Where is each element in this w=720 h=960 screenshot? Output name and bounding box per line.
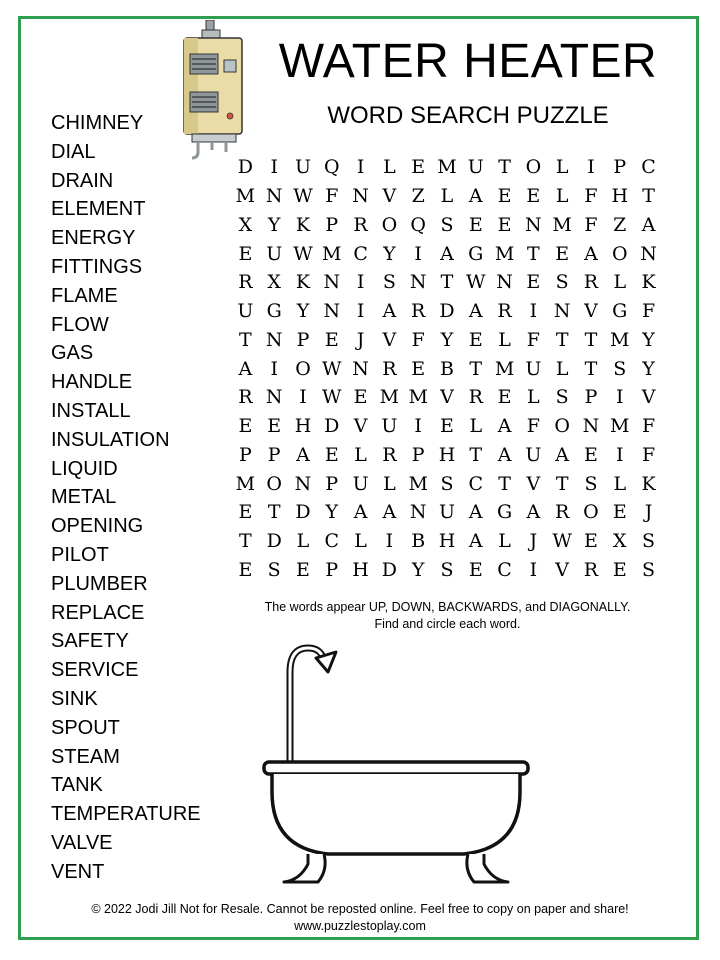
- word-list-item: LIQUID: [51, 457, 118, 480]
- grid-cell[interactable]: A: [468, 530, 483, 553]
- word-list-item: SINK: [51, 687, 98, 710]
- grid-cell[interactable]: C: [497, 558, 512, 581]
- grid-cell[interactable]: V: [382, 185, 397, 208]
- grid-cell[interactable]: R: [382, 357, 397, 380]
- grid-cell[interactable]: L: [469, 415, 483, 438]
- word-list-item: DRAIN: [51, 169, 114, 192]
- word-list-item: ELEMENT: [51, 198, 146, 221]
- grid-cell[interactable]: T: [469, 357, 483, 380]
- grid-row: [231, 527, 663, 556]
- grid-cell[interactable]: U: [352, 472, 369, 495]
- grid-cell[interactable]: O: [611, 242, 628, 265]
- grid-cell[interactable]: Y: [411, 558, 425, 581]
- grid-cell[interactable]: R: [353, 213, 368, 236]
- grid-cell[interactable]: I: [385, 530, 394, 553]
- grid-cell[interactable]: X: [612, 530, 627, 553]
- grid-cell[interactable]: A: [382, 501, 397, 524]
- grid-cell[interactable]: N: [496, 271, 513, 294]
- grid-cell[interactable]: M: [610, 415, 630, 438]
- grid-cell[interactable]: I: [299, 386, 307, 409]
- grid-cell[interactable]: S: [440, 213, 454, 236]
- grid-cell[interactable]: A: [584, 242, 598, 265]
- word-list-item: HANDLE: [51, 371, 133, 394]
- grid-cell[interactable]: H: [611, 185, 629, 208]
- grid-cell[interactable]: C: [468, 472, 484, 495]
- grid-cell[interactable]: N: [553, 300, 571, 323]
- word-list-item: DIAL: [51, 140, 96, 163]
- grid-cell[interactable]: A: [440, 242, 454, 265]
- grid-cell[interactable]: R: [583, 271, 599, 294]
- grid-cell[interactable]: E: [555, 242, 570, 265]
- instructions: [235, 599, 660, 633]
- grid-cell[interactable]: N: [409, 271, 427, 294]
- grid-cell[interactable]: M: [494, 357, 515, 380]
- grid-cell[interactable]: E: [584, 530, 598, 553]
- grid-cell[interactable]: Y: [642, 357, 655, 380]
- grid-cell[interactable]: I: [414, 415, 422, 438]
- grid-cell[interactable]: D: [439, 300, 455, 323]
- grid-cell[interactable]: E: [296, 558, 310, 581]
- grid-cell[interactable]: L: [527, 386, 540, 409]
- grid-cell[interactable]: F: [641, 415, 656, 438]
- grid-cell[interactable]: M: [610, 328, 630, 351]
- grid-cell[interactable]: I: [270, 357, 278, 380]
- grid-cell[interactable]: N: [265, 328, 283, 351]
- grid-cell[interactable]: A: [641, 213, 656, 236]
- grid-cell[interactable]: N: [265, 185, 283, 208]
- grid-cell[interactable]: A: [497, 443, 512, 466]
- letter-grid: [231, 153, 663, 584]
- word-list-item: TANK: [51, 774, 103, 797]
- grid-cell[interactable]: G: [612, 300, 628, 323]
- page-title: WATER HEATER: [278, 35, 658, 88]
- grid-cell[interactable]: T: [642, 185, 655, 208]
- grid-cell[interactable]: T: [498, 156, 511, 179]
- grid-cell[interactable]: K: [641, 271, 656, 294]
- grid-cell[interactable]: P: [325, 472, 339, 495]
- grid-cell[interactable]: T: [469, 443, 483, 466]
- grid-cell[interactable]: L: [296, 530, 310, 553]
- grid-row: [231, 326, 663, 355]
- grid-cell[interactable]: X: [238, 213, 253, 236]
- grid-cell[interactable]: I: [356, 271, 365, 294]
- bathtub-icon: [258, 642, 534, 886]
- grid-cell[interactable]: H: [294, 415, 312, 438]
- grid-cell[interactable]: M: [408, 386, 428, 409]
- word-list-item: FLAME: [51, 284, 118, 307]
- footer: [0, 901, 720, 935]
- grid-row: [231, 153, 663, 182]
- grid-cell[interactable]: R: [238, 386, 253, 409]
- grid-cell[interactable]: M: [494, 242, 515, 265]
- grid-cell[interactable]: H: [352, 558, 369, 581]
- grid-cell[interactable]: T: [239, 328, 252, 351]
- grid-row: [231, 268, 663, 297]
- word-list-item: PLUMBER: [51, 572, 148, 595]
- grid-cell[interactable]: U: [294, 156, 311, 179]
- grid-cell[interactable]: L: [555, 185, 569, 208]
- grid-cell[interactable]: R: [411, 300, 426, 323]
- grid-cell[interactable]: N: [294, 472, 312, 495]
- word-list-item: FITTINGS: [51, 255, 143, 278]
- grid-cell[interactable]: I: [616, 443, 624, 466]
- grid-cell[interactable]: O: [554, 415, 570, 438]
- grid-row: [231, 239, 663, 268]
- grid-cell[interactable]: A: [468, 501, 483, 524]
- word-list-item: CHIMNEY: [51, 112, 144, 134]
- grid-cell[interactable]: S: [382, 271, 396, 294]
- grid-cell[interactable]: D: [237, 156, 254, 179]
- page-subtitle: WORD SEARCH PUZZLE: [327, 102, 609, 129]
- word-list-item: VENT: [51, 860, 105, 883]
- grid-cell[interactable]: O: [295, 357, 311, 380]
- grid-cell[interactable]: S: [440, 558, 454, 581]
- grid-cell[interactable]: P: [584, 386, 598, 409]
- grid-cell[interactable]: I: [356, 300, 365, 323]
- grid-cell[interactable]: M: [408, 472, 428, 495]
- grid-cell[interactable]: L: [555, 357, 569, 380]
- grid-cell[interactable]: W: [293, 185, 313, 208]
- grid-cell[interactable]: G: [266, 300, 282, 323]
- grid-cell[interactable]: V: [526, 472, 541, 495]
- grid-cell[interactable]: S: [440, 472, 454, 495]
- grid-cell[interactable]: S: [555, 386, 569, 409]
- grid-cell[interactable]: J: [529, 530, 538, 553]
- grid-cell[interactable]: M: [552, 213, 572, 236]
- grid-cell[interactable]: R: [583, 558, 599, 581]
- grid-row: [231, 498, 663, 527]
- grid-cell[interactable]: M: [235, 472, 256, 495]
- grid-cell[interactable]: N: [525, 213, 542, 236]
- grid-cell[interactable]: A: [497, 415, 512, 438]
- grid-cell[interactable]: T: [239, 530, 252, 553]
- grid-cell[interactable]: N: [409, 501, 427, 524]
- grid-cell[interactable]: B: [439, 357, 454, 380]
- grid-cell[interactable]: T: [555, 328, 569, 351]
- grid-cell[interactable]: A: [382, 300, 397, 323]
- grid-cell[interactable]: A: [555, 443, 570, 466]
- grid-row: [231, 182, 663, 211]
- grid-cell[interactable]: N: [352, 185, 369, 208]
- grid-cell[interactable]: E: [468, 328, 483, 351]
- copyright-text: © 2022 Jodi Jill Not for Resale. Cannot be reposted online. Feel free to copy on paper and share!: [91, 902, 629, 916]
- grid-cell[interactable]: F: [411, 328, 425, 351]
- grid-cell[interactable]: E: [584, 443, 598, 466]
- grid-cell[interactable]: C: [324, 530, 340, 553]
- grid-cell[interactable]: R: [468, 386, 483, 409]
- grid-cell[interactable]: E: [324, 443, 339, 466]
- grid-cell[interactable]: P: [296, 328, 310, 351]
- grid-cell[interactable]: K: [295, 213, 311, 236]
- grid-row: [231, 211, 663, 240]
- grid-cell[interactable]: L: [498, 530, 511, 553]
- grid-cell[interactable]: I: [414, 242, 422, 265]
- grid-cell[interactable]: F: [641, 443, 656, 466]
- grid-row: [231, 412, 663, 441]
- grid-cell[interactable]: D: [295, 501, 311, 524]
- grid-cell[interactable]: N: [582, 415, 600, 438]
- grid-cell[interactable]: A: [353, 501, 368, 524]
- grid-cell[interactable]: F: [584, 213, 598, 236]
- word-list-item: TEMPERATURE: [51, 803, 201, 826]
- grid-cell[interactable]: P: [267, 443, 281, 466]
- instructions-line: Find and circle each word.: [374, 617, 521, 631]
- grid-cell[interactable]: F: [526, 328, 540, 351]
- grid-cell[interactable]: S: [584, 472, 598, 495]
- grid-row: [231, 441, 663, 470]
- grid-cell[interactable]: V: [584, 300, 598, 323]
- grid-cell[interactable]: W: [466, 271, 486, 294]
- word-list-item: INSTALL: [51, 399, 131, 422]
- grid-cell[interactable]: E: [526, 185, 541, 208]
- grid-cell[interactable]: W: [322, 386, 342, 409]
- grid-row: [231, 469, 663, 498]
- grid-cell[interactable]: E: [238, 501, 253, 524]
- grid-cell[interactable]: Y: [267, 213, 281, 236]
- grid-cell[interactable]: E: [238, 415, 253, 438]
- grid-cell[interactable]: O: [583, 501, 599, 524]
- grid-cell[interactable]: T: [527, 242, 540, 265]
- grid-cell[interactable]: A: [468, 300, 483, 323]
- grid-cell[interactable]: O: [381, 213, 398, 236]
- grid-cell[interactable]: U: [438, 501, 455, 524]
- grid-cell[interactable]: M: [235, 185, 256, 208]
- grid-cell[interactable]: P: [325, 213, 339, 236]
- grid-cell[interactable]: Z: [613, 213, 627, 236]
- word-list-item: OPENING: [51, 515, 144, 538]
- grid-cell[interactable]: M: [379, 386, 400, 409]
- grid-cell[interactable]: E: [612, 501, 627, 524]
- grid-cell[interactable]: I: [356, 156, 365, 179]
- grid-cell[interactable]: L: [555, 156, 569, 179]
- word-list-item: SAFETY: [51, 630, 129, 653]
- grid-cell[interactable]: R: [497, 300, 512, 323]
- instructions-line: The words appear UP, DOWN, BACKWARDS, and DIAGONALLY.: [264, 600, 631, 614]
- grid-cell[interactable]: K: [295, 271, 311, 294]
- grid-row: [231, 556, 663, 585]
- grid-cell[interactable]: L: [613, 472, 627, 495]
- grid-cell[interactable]: F: [526, 415, 540, 438]
- word-list-item: FLOW: [51, 313, 109, 336]
- grid-cell[interactable]: I: [616, 386, 624, 409]
- grid-cell[interactable]: E: [238, 242, 253, 265]
- grid-cell[interactable]: S: [267, 558, 281, 581]
- grid-cell[interactable]: I: [270, 156, 278, 179]
- grid-cell[interactable]: J: [356, 328, 365, 351]
- grid-cell[interactable]: W: [322, 357, 342, 380]
- word-list-item: INSULATION: [51, 428, 170, 451]
- grid-cell[interactable]: E: [497, 386, 512, 409]
- grid-cell[interactable]: S: [613, 357, 627, 380]
- grid-cell[interactable]: R: [238, 271, 253, 294]
- grid-cell[interactable]: P: [411, 443, 425, 466]
- grid-row: [231, 297, 663, 326]
- grid-cell[interactable]: V: [440, 386, 454, 409]
- grid-cell[interactable]: E: [411, 357, 426, 380]
- grid-cell[interactable]: T: [440, 271, 454, 294]
- grid-cell[interactable]: D: [324, 415, 340, 438]
- grid-cell[interactable]: L: [354, 530, 367, 553]
- grid-cell[interactable]: U: [381, 415, 398, 438]
- grid-cell[interactable]: E: [411, 156, 426, 179]
- grid-cell[interactable]: L: [383, 156, 396, 179]
- grid-cell[interactable]: E: [267, 415, 282, 438]
- grid-cell[interactable]: N: [323, 300, 341, 323]
- grid-row: [231, 383, 663, 412]
- grid-cell[interactable]: D: [381, 558, 397, 581]
- grid-cell[interactable]: T: [584, 328, 598, 351]
- grid-cell[interactable]: W: [293, 242, 313, 265]
- grid-cell[interactable]: Q: [324, 156, 340, 179]
- word-list-item: VALVE: [51, 831, 113, 854]
- grid-cell[interactable]: A: [238, 357, 253, 380]
- grid-cell[interactable]: E: [468, 213, 483, 236]
- grid-cell[interactable]: A: [526, 501, 541, 524]
- grid-cell[interactable]: N: [352, 357, 369, 380]
- grid-cell[interactable]: S: [555, 271, 569, 294]
- grid-cell[interactable]: M: [437, 156, 457, 179]
- grid-cell[interactable]: H: [438, 530, 456, 553]
- grid-cell[interactable]: E: [324, 328, 339, 351]
- grid-cell[interactable]: P: [613, 156, 627, 179]
- word-list-item: GAS: [51, 342, 94, 365]
- grid-cell[interactable]: E: [497, 213, 512, 236]
- grid-cell[interactable]: L: [440, 185, 454, 208]
- grid-cell[interactable]: E: [468, 558, 483, 581]
- grid-cell[interactable]: N: [640, 242, 657, 265]
- grid-cell[interactable]: L: [613, 271, 627, 294]
- grid-cell[interactable]: F: [325, 185, 339, 208]
- grid-cell[interactable]: Y: [325, 501, 339, 524]
- grid-cell[interactable]: Y: [296, 300, 310, 323]
- grid-cell[interactable]: R: [382, 443, 397, 466]
- grid-cell[interactable]: X: [267, 271, 281, 294]
- grid-cell[interactable]: V: [382, 328, 397, 351]
- grid-cell[interactable]: E: [238, 558, 253, 581]
- grid-cell[interactable]: G: [468, 242, 484, 265]
- grid-cell[interactable]: L: [498, 328, 511, 351]
- grid-cell[interactable]: W: [552, 530, 572, 553]
- word-list-item: SPOUT: [51, 716, 120, 739]
- grid-cell[interactable]: C: [641, 156, 656, 179]
- grid-cell[interactable]: Y: [642, 328, 655, 351]
- word-list-item: METAL: [51, 486, 117, 509]
- grid-cell[interactable]: E: [497, 185, 512, 208]
- grid-cell[interactable]: Y: [440, 328, 454, 351]
- grid-cell[interactable]: A: [296, 443, 310, 466]
- grid-cell[interactable]: G: [496, 501, 513, 524]
- grid-cell[interactable]: C: [353, 242, 368, 265]
- grid-cell[interactable]: J: [644, 501, 653, 524]
- grid-cell[interactable]: E: [440, 415, 454, 438]
- grid-cell[interactable]: U: [467, 156, 484, 179]
- grid-cell[interactable]: F: [584, 185, 598, 208]
- grid-cell[interactable]: S: [642, 530, 656, 553]
- grid-cell[interactable]: D: [266, 530, 282, 553]
- grid-cell[interactable]: I: [587, 156, 595, 179]
- grid-row: [231, 354, 663, 383]
- grid-cell[interactable]: U: [525, 357, 542, 380]
- grid-cell[interactable]: H: [438, 443, 456, 466]
- grid-cell[interactable]: U: [266, 242, 283, 265]
- grid-cell[interactable]: F: [641, 300, 656, 323]
- grid-cell[interactable]: R: [555, 501, 570, 524]
- grid-cell[interactable]: E: [612, 558, 627, 581]
- grid-cell[interactable]: Z: [411, 185, 425, 208]
- grid-cell[interactable]: M: [322, 242, 342, 265]
- website-link[interactable]: www.puzzlestoplay.com: [294, 919, 426, 933]
- grid-cell[interactable]: I: [529, 558, 538, 581]
- grid-cell[interactable]: T: [267, 501, 281, 524]
- grid-cell[interactable]: I: [529, 300, 538, 323]
- grid-cell[interactable]: N: [323, 271, 341, 294]
- grid-cell[interactable]: E: [353, 386, 368, 409]
- grid-cell[interactable]: Q: [410, 213, 426, 236]
- grid-cell[interactable]: P: [239, 443, 252, 466]
- grid-cell[interactable]: V: [353, 415, 368, 438]
- grid-cell[interactable]: E: [526, 271, 541, 294]
- grid-cell[interactable]: V: [641, 386, 656, 409]
- word-list-item: REPLACE: [51, 601, 145, 624]
- grid-cell[interactable]: T: [498, 472, 511, 495]
- grid-cell[interactable]: L: [383, 472, 396, 495]
- grid-cell[interactable]: V: [555, 558, 570, 581]
- grid-cell[interactable]: U: [237, 300, 254, 323]
- grid-cell[interactable]: Y: [383, 242, 396, 265]
- word-list-item: STEAM: [51, 745, 120, 768]
- grid-cell[interactable]: T: [555, 472, 569, 495]
- grid-cell[interactable]: O: [525, 156, 542, 179]
- grid-cell[interactable]: U: [525, 443, 542, 466]
- grid-cell[interactable]: S: [642, 558, 656, 581]
- grid-cell[interactable]: P: [325, 558, 339, 581]
- grid-cell[interactable]: T: [584, 357, 598, 380]
- word-list-item: PILOT: [51, 543, 109, 566]
- grid-cell[interactable]: N: [265, 386, 283, 409]
- word-list-item: SERVICE: [51, 659, 139, 682]
- grid-cell[interactable]: B: [411, 530, 426, 553]
- grid-cell[interactable]: K: [641, 472, 656, 495]
- grid-cell[interactable]: O: [266, 472, 282, 495]
- grid-cell[interactable]: A: [468, 185, 483, 208]
- word-list-item: ENERGY: [51, 227, 136, 250]
- grid-cell[interactable]: L: [354, 443, 367, 466]
- word-list: [51, 109, 201, 887]
